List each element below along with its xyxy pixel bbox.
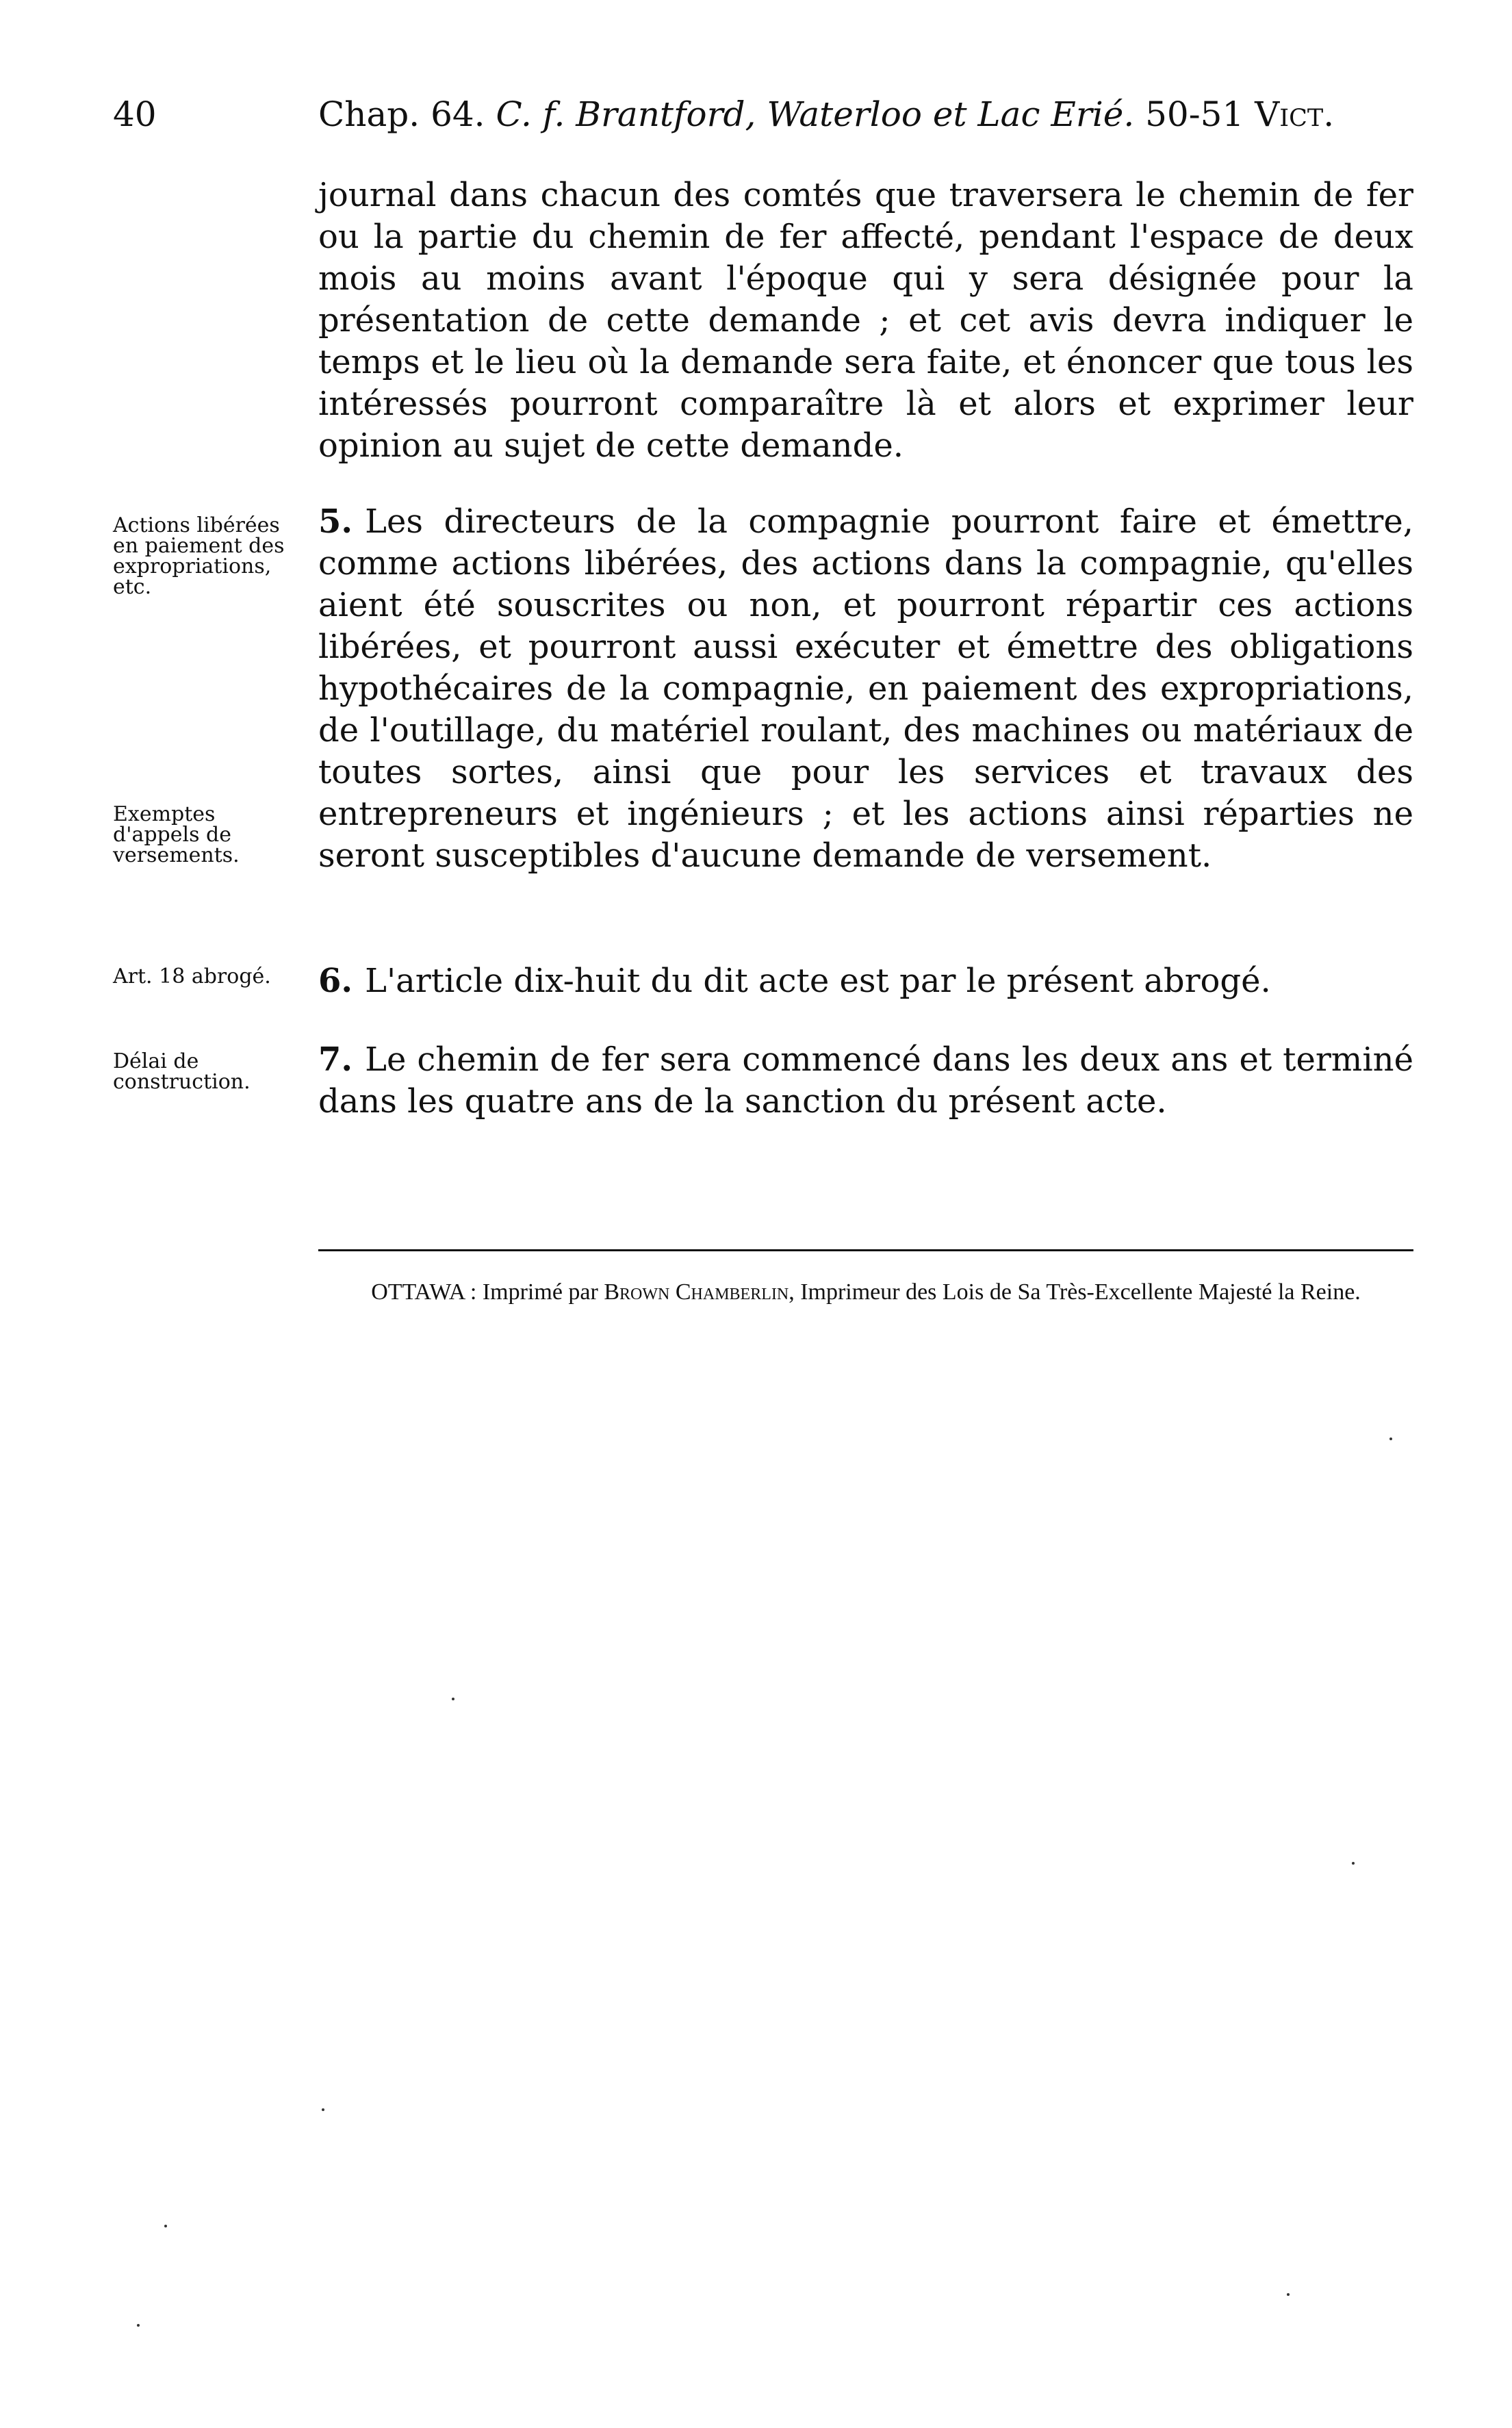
continuation-paragraph: journal dans chacun des comtés que traversera le chemin de fer ou la partie du chemin de fer affecté, pendant l'espace de deux mois au moins avant l'époque qui y sera désignée pour la présentation de cette demande ; et cet avis devra indiquer le temps et le lieu où la demande sera faite, et énoncer que tous les intéressés pourront comparaître là et alors et exprimer leur opinion au sujet de cette demande. <box>318 176 1413 465</box>
section-paragraph <box>318 1039 1413 1123</box>
section-paragraph <box>318 960 1413 1002</box>
paper-speck <box>164 2225 167 2227</box>
imprint-printed-by: Imprimé par <box>482 1279 598 1305</box>
regnal-year: 50-51 <box>1145 94 1244 134</box>
continuation-block <box>318 175 1413 467</box>
section-7 <box>318 1039 1413 1123</box>
margin-note-art-18-repealed: Art. 18 abrogé. <box>113 964 271 988</box>
section-number: 7. <box>318 1040 353 1079</box>
paper-speck <box>1352 1862 1355 1865</box>
margin-note-paid-up-shares: Actions libérées en paiement des expropriations, etc. <box>113 513 285 599</box>
paper-speck <box>1389 1437 1392 1440</box>
margin-note-exempt-calls: Exemptes d'appels de versements. <box>113 802 240 867</box>
running-header <box>113 94 1413 142</box>
section-paragraph <box>318 501 1413 877</box>
section-text: L'article dix-huit du dit acte est par le présent abrogé. <box>365 962 1271 1000</box>
margin-note-construction-delay: Délai de construction. <box>113 1049 251 1094</box>
page-number: 40 <box>113 94 157 134</box>
paper-speck <box>322 2108 324 2111</box>
paper-speck <box>452 1698 454 1700</box>
section-6 <box>318 960 1413 1002</box>
section-text: Les directeurs de la compagnie pourront faire et émettre, comme actions libérées, des actions dans la compagnie, qu'elles aient été souscrites ou non, et pourront répartir ces actions libérées, et pourront aussi exécuter et émettre des obligations hypothécaires de la compagnie, en paiement des expropriations, de l'outillage, du matériel roulant, des machines ou matériaux de toutes sortes, ainsi que pour les services et travaux des entrepreneurs et ingénieurs ; et les actions ainsi réparties ne seront susceptibles d'aucune demande de versement. <box>318 502 1413 875</box>
section-text: Le chemin de fer sera commencé dans les deux ans et terminé dans les quatre ans de la sanction du présent acte. <box>318 1040 1413 1121</box>
section-5 <box>318 501 1413 877</box>
chapter-label: Chap. 64. <box>318 94 485 134</box>
printer-imprint <box>318 1277 1413 1307</box>
imprint-printer-name: Brown Chamberlin, <box>604 1279 795 1305</box>
section-number: 6. <box>318 962 353 1000</box>
section-number: 5. <box>318 502 353 541</box>
imprint-place: OTTAWA : <box>371 1279 477 1305</box>
paper-speck <box>137 2324 140 2327</box>
footer-rule <box>318 1249 1413 1251</box>
imprint-rest: Imprimeur des Lois de Sa Très-Excellente Majesté la Reine. <box>800 1279 1361 1305</box>
act-title: C. f. Brantford, Waterloo et Lac Erié. <box>496 94 1135 134</box>
running-head <box>318 94 1334 134</box>
paper-speck <box>1287 2293 1290 2296</box>
regnal-word: Vict. <box>1255 94 1335 134</box>
